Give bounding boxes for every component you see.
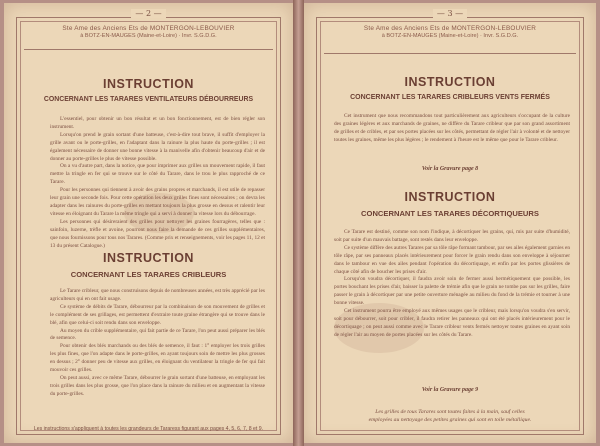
- section-title: INSTRUCTION: [404, 190, 496, 204]
- paragraph: Cet instrument que nous recommandons tout particulièrement aux agriculteurs s'occupant de la culture des graines légères et aux marchands de graines, ne diffère du Tarare cribleur que par son grand assortiment de grilles et de cribles, et par ses portes placées sur les côtés, permettant de régler l'air à volonté et de nettoyer toutes les graines, même les plus légères ; le rendement à l'heure est le même que pour le Tarare cribleur.: [334, 113, 570, 143]
- paragraph: Lorsqu'on voudra décortiquer, il faudra avoir soin de fermer aussi hermétiquement que possible, les portes bouchant les prises d'air, baisser la palette de trémie afin que le grain ne tombe pas sur les grilles, faire passer le grain à décortiquer par une petite ouverture ménagée au milieu du fond de la trémie et tourner à une bonne vitesse.: [334, 276, 570, 307]
- page-number: [304, 9, 596, 18]
- paragraph: Pour les personnes qui tiennent à avoir des grains propres et marchands, il est utile de repasser leur grain une seconde fois. Pour cette opération les deux grilles fines sont nécessaires ; on devra les adapter dans les rainures du porte-grilles en mettant toujours la plus grosse en dessus et ralentir leur vitesse en éloignant du Tarare la même tringle qui a servi à donner la vitesse lors du débourrage.: [50, 187, 265, 217]
- instruction-text-block: [334, 229, 570, 340]
- section-title: INSTRUCTION: [103, 77, 194, 91]
- section-subtitle: CONCERNANT LES TARARES DÉCORTIQUEURS: [361, 209, 539, 218]
- letterhead: [304, 25, 596, 39]
- footer-line: Les grilles de tous Tarares sont toutes faites à la main, sauf celles: [375, 409, 525, 415]
- letterhead-company: Ste Ame des Anciens Ets de MONTERGON-LEBOUVIER: [363, 25, 537, 32]
- instruction-text-block: [50, 116, 265, 250]
- paragraph: Ce Tarare est destiné, comme son nom l'indique, à décortiquer les grains, qui, mis par suite d'humidité, soit par suite d'un mauvais battage, sont restés dans leur enveloppe.: [334, 229, 570, 243]
- page-number-text: — 2 —: [131, 9, 165, 18]
- letterhead-company: Ste Ame des Anciens Ets de MONTERGON-LEBOUVIER: [62, 25, 235, 32]
- paragraph: Cet instrument pourra être employé aux mêmes usages que le cribleur, mais lorsqu'on voudra s'en servir, soit pour débourrer, soit pour cribler, il faudra retirer les panneaux qui ont été placés intérieurement pour le décortiquage ; on peut aussi comme avec le Tarare cribleur vents fermés nettoyer toutes graines en ayant soin de régler l'air au moyen de portes placées sur les côtés du Tarare.: [334, 308, 570, 338]
- paragraph: Ce système de débits de Tarare, débourreur par la combinaison de son mouvement de grilles et le complément de ses grillages, est permettent d'extraire toute graine étrangère qui se trouve dans le blé, afin que celui-ci soit rendu dans son enveloppe.: [50, 303, 265, 326]
- letterhead-address: à BOTZ-EN-MAUGES (Maine-et-Loire) · Invr. S.G.D.G.: [80, 33, 217, 39]
- book-gutter: [293, 0, 304, 446]
- letterhead: [4, 25, 293, 39]
- instruction-text-block: [334, 113, 570, 145]
- paragraph: L'essentiel, pour obtenir un bon résultat et un bon fonctionnement, est de bien régler son instrument.: [50, 116, 265, 130]
- footer-line: employées au nettoyage des petites graines qui sont en toile métallique.: [368, 417, 532, 423]
- paragraph: Ce système diffère des autres Tarares par sa tôle râpe formant tambour, par ses ailes également garnies en tôle râpe, par ses panneaux placés intérieurement pour forcer le grain rendu dans son enveloppe à séjourner dans le tambour en vue des ailes pendant l'opération du décortiquage, et enfin par les portes glissières de chaque côté afin de boucher les prises d'air.: [334, 244, 570, 275]
- page-footer-note: [322, 408, 578, 424]
- paragraph: Au moyen du crible supplémentaire, qui fait partie de ce Tarare, l'on peut aussi préparer les blés de semence.: [50, 327, 265, 342]
- section-title: INSTRUCTION: [103, 251, 194, 265]
- section-subtitle: CONCERNANT LES TARARES VENTILATEURS DÉBOURREURS: [43, 96, 254, 103]
- header-rule: [24, 49, 273, 50]
- section-title: INSTRUCTION: [404, 75, 496, 89]
- engraving-reference: Voir la Gravure page 9: [421, 387, 479, 393]
- page-number-text: — 3 —: [433, 9, 467, 18]
- page-number: [4, 9, 293, 18]
- paragraph: On peut aussi, avec ce même Tarare, débourrer le grain sortant d'une batteuse, en employant les trois grilles dans les plus grosse, que l'on place dans la rainure du milieu et en augmentant la vitesse du porte-grilles.: [50, 374, 265, 397]
- header-rule: [324, 53, 576, 54]
- engraving-reference: Voir la Gravure page 8: [421, 166, 479, 172]
- right-page: [304, 3, 596, 443]
- section-subtitle: CONCERNANT LES TARARES CRIBLEURS: [70, 270, 227, 279]
- paragraph: Pour obtenir des blés marchands ou des blés de semence, il faut : 1° employer les trois grilles les plus fines, que l'on adapte dans le porte-grilles, en ayant toujours soin de mettre les plus grosses en dessus ; 2° donner peu de vitesse aux grilles, en éloignant du ventilateur la tringle de fer qui fait mouvoir ces grilles.: [50, 343, 265, 374]
- paragraph: Les personnes qui désireraient des grilles pour nettoyer les graines fourragères, telles que : sainfoin, luzerne, trèfle et avoine, pourront nous faire la demande de ces grilles supplémentaires, que nous fournissons pour tous nos Tarares. (Comme prix et renseignements, voir les pages 11, 12 et 13 du présent Catalogue.): [50, 218, 265, 249]
- paragraph: Le Tarare cribleur, que nous construisons depuis de nombreuses années, est très apprécié par les agriculteurs qui en ont fait usage.: [50, 288, 265, 302]
- paragraph: On a vu d'autre part, dans la notice, que pour imprimer aux grilles un mouvement rapide, il faut mettre la tringle en fer qui se trouve sur le côté du Tarare, dans le trou le plus rapproché de ce Tarare.: [50, 163, 265, 186]
- letterhead-address: à BOTZ-EN-MAUGES (Maine-et-Loire) · Invr. S.G.D.G.: [381, 33, 519, 39]
- page-footer-note: Les instructions s'appliquent à toutes les grandeurs de Tararess figurant aux pages 4, 5, 6, 7, 8 et 9.: [33, 426, 264, 432]
- instruction-text-block: [50, 288, 265, 399]
- section-subtitle: CONCERNANT LES TARARES CRIBLEURS VENTS FERMÉS: [350, 94, 550, 101]
- paragraph: Lorsqu'on prend le grain sortant d'une batteuse, c'est-à-dire tout brave, il suffit d'employer la grille avant ou le porte-grilles, en l'adaptant dans la rainure la plus haute du porte-grilles ; il est également nécessaire de donner une bonne vitesse à la manivelle afin d'obtenir beaucoup d'air et de donner au porte-grilles le plus de vitesse possible.: [50, 131, 265, 162]
- left-page: [4, 3, 293, 443]
